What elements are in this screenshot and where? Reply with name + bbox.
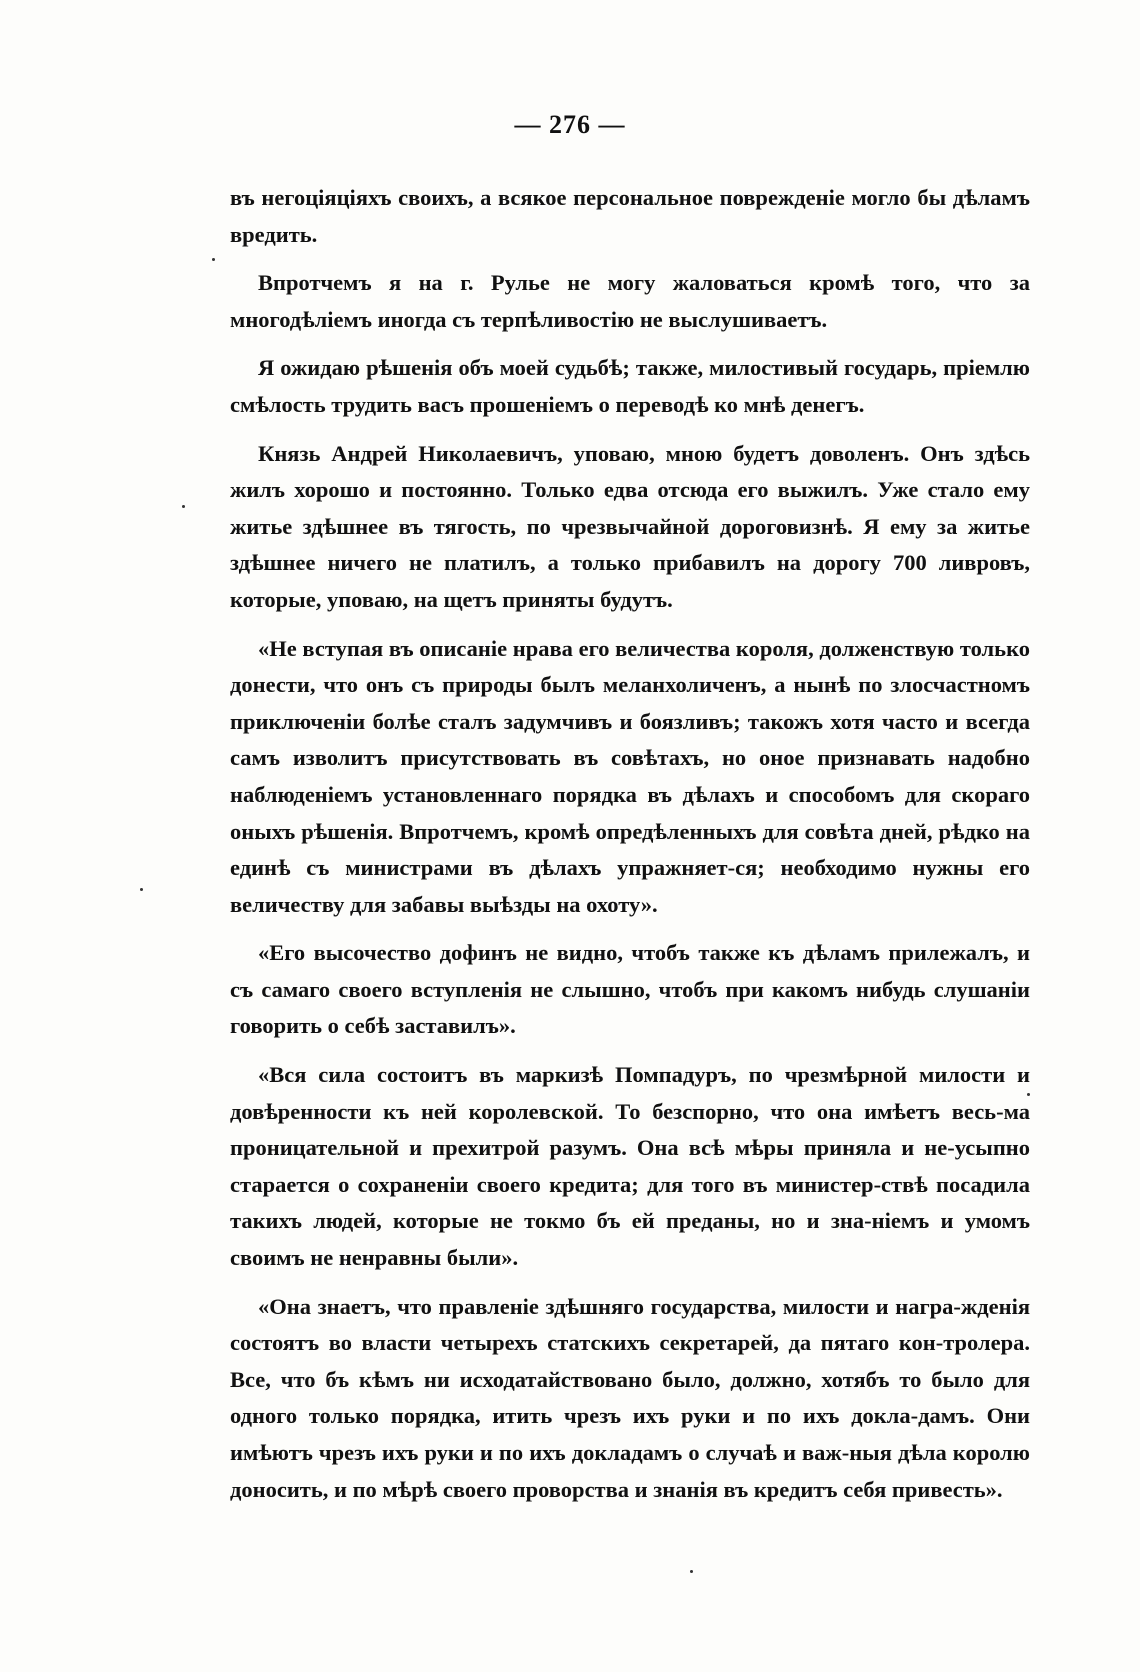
paragraph-2: Впротчемъ я на г. Рулье не могу жаловаться кромѣ того, что за многодѣліемъ иногда съ терпѣливостію не выслушиваетъ. — [230, 270, 1030, 332]
scan-speck — [212, 258, 215, 261]
paragraph-4: Князь Андрей Николаевичъ, уповаю, мною будетъ доволенъ. Онъ здѣсь жилъ хорошо и постоянно. Только едва отсюда его выжилъ. Уже стало ему житье здѣшнее въ тягость, по чрезвычайной дороговизнѣ. Я ему за житье здѣшнее ничего не платилъ, а только прибавилъ на дорогу 700 ливровъ, которые, уповаю, на щетъ приняты будутъ. — [230, 440, 1030, 612]
scan-speck — [182, 505, 185, 508]
paragraph-1: въ негоціяціяхъ своихъ, а всякое персональное поврежденіе могло бы дѣламъ вредить. — [230, 185, 1030, 247]
scan-speck — [140, 888, 143, 891]
paragraph-7: «Вся сила состоитъ въ маркизѣ Помпадуръ, по чрезмѣрной милости и довѣренности къ ней королевской. То безспорно, что она имѣетъ весь-ма проницательной и прехитрой разумъ. Она всѣ мѣры приняла и не-усыпно старается о сохраненіи своего кредита; для того въ министер-ствѣ посадила такихъ людей, которые не токмо бъ ей преданы, но и зна-ніемъ и умомъ своимъ не ненравны были». — [230, 1062, 1030, 1271]
paragraph-6: «Его высочество дофинъ не видно, чтобъ также къ дѣламъ прилежалъ, и съ самаго своего вступленія не слышно, чтобъ при какомъ нибудь слушаніи говорить о себѣ заставилъ». — [230, 940, 1030, 1039]
paragraph-8: «Она знаетъ, что правленіе здѣшняго государства, милости и награ-жденія состоятъ во власти четырехъ статскихъ секретарей, да пятаго кон-тролера. Все, что бъ кѣмъ ни исходатайствовано было, должно, хотябъ то было для одного только порядка, итить чрезъ ихъ руки и по ихъ докла-дамъ. Они имѣютъ чрезъ ихъ руки и по ихъ докладамъ о случаѣ и важ-ныя дѣла королю доносить, и по мѣрѣ своего проворства и знанія въ кредитъ себя привесть». — [230, 1293, 1030, 1502]
body-text — [230, 180, 1030, 1520]
page-number: — 276 — — [514, 110, 626, 139]
scan-speck — [1027, 1093, 1030, 1096]
scan-speck — [690, 1570, 693, 1573]
paragraph-5: «Не вступая въ описаніе нрава его величества короля, долженствую только донести, что онъ съ природы былъ меланхоличенъ, а нынѣ по злосчастномъ приключеніи болѣе сталъ задумчивъ и боязливъ; такожъ хотя часто и всегда самъ изволитъ присутствовать въ совѣтахъ, но оное признавать надобно наблюденіемъ установленнаго порядка въ дѣлахъ и способомъ для скораго оныхъ рѣшенія. Впротчемъ, кромѣ опредѣленныхъ для совѣта дней, рѣдко на единѣ съ министрами въ дѣлахъ упражняет-ся; необходимо нужны его величеству для забавы выѣзды на охоту». — [230, 635, 1030, 917]
paragraph-3: Я ожидаю рѣшенія объ моей судьбѣ; также, милостивый государь, пріемлю смѣлость трудить васъ прошеніемъ о переводѣ ко мнѣ денегъ. — [230, 355, 1030, 417]
